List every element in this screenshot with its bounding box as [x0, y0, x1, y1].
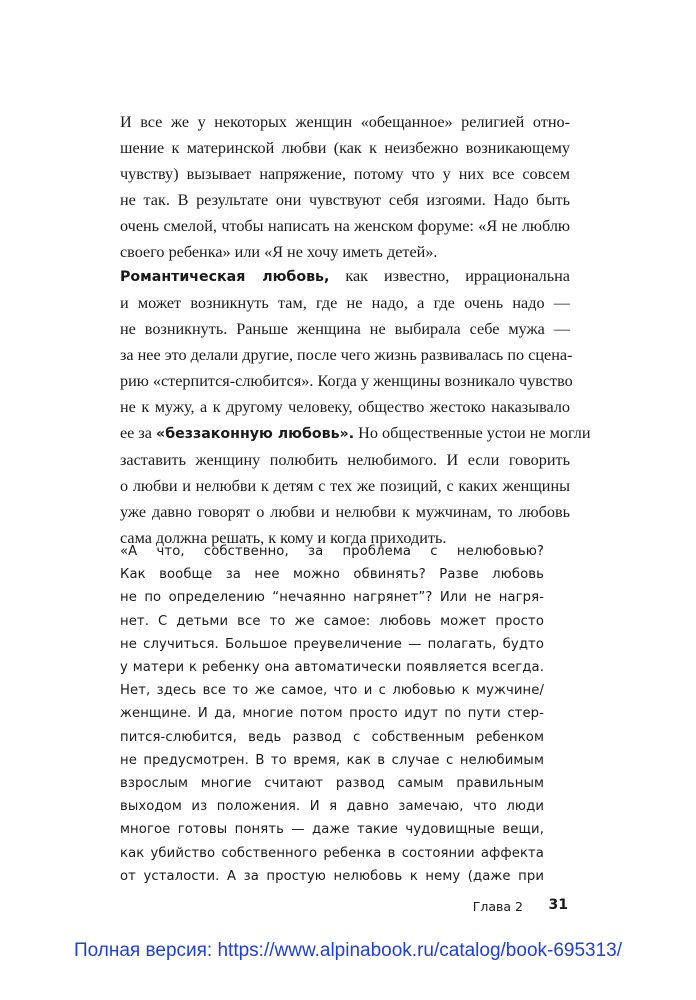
text-line: рию «стерпится-слюбится». Когда у женщины возникало чувство	[120, 372, 573, 390]
quote-line: не предусмотрен. В то время, как в случае с нелюбимым	[120, 752, 544, 768]
text-line: за нее это делали другие, после чего жизнь развивалась по сцена-	[120, 346, 573, 364]
quote-line: «А что, собственно, за проблема с нелюбовью?	[120, 544, 544, 559]
quote-line: выходом из положения. И я давно замечаю, что люди	[120, 799, 544, 815]
term-romantic-love: Романтическая любовь,	[120, 269, 330, 285]
quote-line: как убийство собственного ребенка в состоянии аффекта	[120, 845, 544, 861]
quote-line: нет. С детьми все то же самое: любовь может просто	[120, 613, 544, 629]
forum-quote	[120, 540, 544, 888]
page-number: 31	[548, 897, 568, 913]
quote-line: Нет, здесь все то же самое, что и с любовью к мужчине/	[120, 683, 544, 699]
quote-line: от усталости. А за простую нелюбовь к нему (даже при	[120, 868, 544, 884]
text-line: своего ребенка» или «Я не хочу иметь детей».	[120, 243, 438, 261]
text-line: не к мужу, а к другому человеку, общество жестоко наказывало	[120, 398, 570, 416]
quote-line: не случиться. Большое преувеличение — полагать, будто	[120, 636, 544, 652]
text-line: не так. В результате они чувствуют себя изгоями. Надо быть	[120, 191, 570, 209]
text-line	[120, 263, 570, 290]
text-line: не возникнуть. Раньше женщина не выбирала себе мужа —	[120, 320, 570, 338]
term-lawless-love: «беззаконную любовь».	[156, 426, 355, 442]
text-line: чувству) вызывает напряжение, потому что у них все совсем	[120, 165, 570, 183]
text-line	[120, 420, 591, 447]
paragraph-religion	[120, 109, 570, 265]
text-line: сама должна решать, к кому и когда приходить.	[120, 529, 447, 547]
text-line: уже давно говорят о любви и нелюбви к мужчинам, то любовь	[120, 503, 570, 521]
quote-line: у матери к ребенку она автоматически появляется всегда.	[120, 660, 544, 676]
quote-line: женщине. И да, многие потом просто идут по пути стер-	[120, 706, 544, 722]
text-fragment: как известно, иррациональна	[329, 267, 570, 285]
quote-line: многое готовы понять — даже такие чудовищные вещи,	[120, 822, 544, 838]
quote-line: Как вообще за нее можно обвинять? Разве любовь	[120, 567, 544, 583]
text-line: и может возникнуть там, где не надо, а где очень надо —	[120, 294, 570, 312]
page-footer	[420, 897, 570, 917]
paragraph-romantic-love	[120, 263, 591, 551]
text-line: о любви и нелюбви к детям с тех же позиций, с каких женщины	[120, 477, 570, 495]
text-line: И все же у некоторых женщин «обещанное» религией отно-	[120, 113, 570, 131]
quote-line: взрослым многие считают развод самым правильным	[120, 776, 544, 792]
chapter-label: Глава 2	[472, 899, 523, 914]
quote-line: пится-слюбится, ведь развод с собственным ребенком	[120, 729, 544, 745]
text-line: шение к материнской любви (как к неизбежно возникающему	[120, 139, 570, 157]
text-line: очень смелой, чтобы написать на женском форуме: «Я не люблю	[120, 217, 570, 235]
full-version-link[interactable]: Полная версия: https://www.alpinabook.ru/catalog/book-695313/	[73, 940, 623, 961]
quote-line: не по определению “нечаянно нагрянет”? Или не нагря-	[120, 590, 544, 606]
text-line: заставить женщину полюбить нелюбимого. И если говорить	[120, 451, 570, 469]
text-fragment: ее за	[120, 424, 157, 442]
text-fragment: Но общественные устои не могли	[354, 424, 591, 442]
